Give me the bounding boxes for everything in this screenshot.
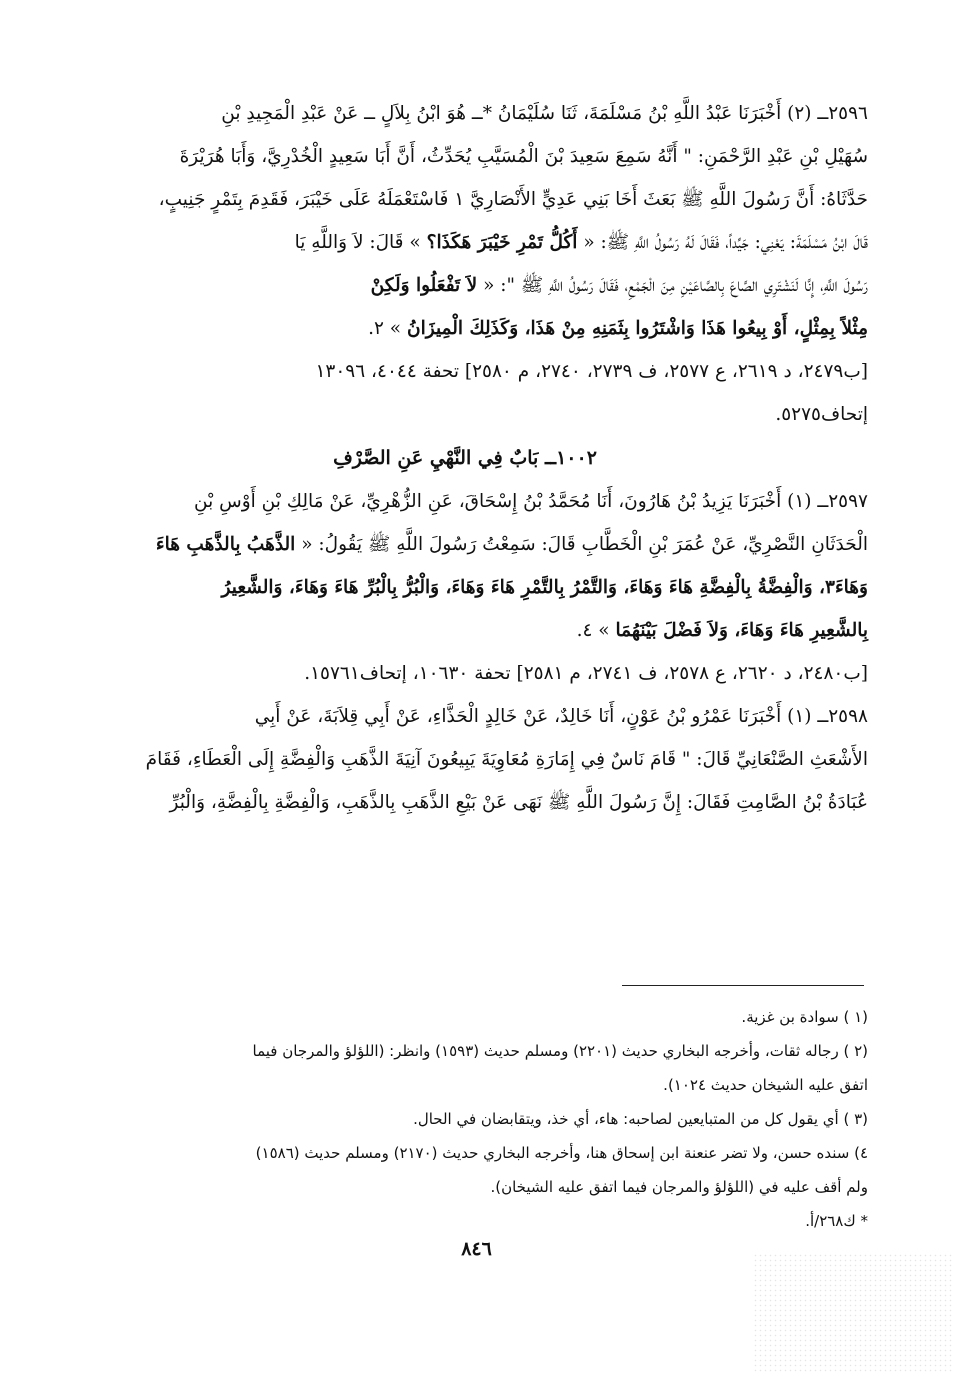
hadith-2596-line-5 <box>62 264 868 307</box>
hadith-2596-references: [ب٢٤٧٩، د ٢٦١٩، ع ٢٥٧٧، ف ٢٧٣٩، ٢٧٤٠، م ٢٥٨٠] تحفة ٤٠٤٤، ١٣٠٩٦ <box>315 361 868 382</box>
footnote-separator <box>622 985 864 986</box>
main-text <box>62 92 868 824</box>
hadith-2597-line-1: ٢٥٩٧ــ (١) أَخْبَرَنَا يَزِيدُ بْنُ هَارُونَ، أَنَا مُحَمَّدُ بْنُ إِسْحَاقَ، عَنِ الزُّهْرِيِّ، عَنْ مَالِكِ بْنِ أَوْسِ بْنِ <box>194 491 868 512</box>
footnote-2-cont: اتفق عليه الشيخان حديث ١٠٢٤). <box>663 1076 868 1094</box>
manuscript-note: * ك٢٦٨/أ. <box>805 1212 868 1230</box>
prophetic-speech: الذَّهَبُ بِالذَّهَبِ هَاءَ <box>155 534 296 555</box>
footnote-1: (١ ) سوادة بن غزية. <box>741 1008 868 1026</box>
hadith-2597-line-4 <box>62 609 868 652</box>
prophetic-speech: لاَ تَفْعَلُوا وَلَكِنْ <box>370 275 478 296</box>
footnote-4-cont: ولم أقف عليه في (اللؤلؤ والمرجان فيما اتفق عليه الشيخان). <box>490 1178 868 1196</box>
footnote-2: (٢ ) رجاله ثقات، وأخرجه البخاري حديث (٢٢٠١) ومسلم حديث (١٥٩٣) وانظر: (اللؤلؤ والمرجان فيما <box>252 1042 868 1060</box>
narration-text: قَالَ ابْنُ مَسْلَمَةَ: يَعْنِي: جَيِّداً، فَقَالَ لَهُ رَسُولُ اللَّهِ ﷺ: « <box>583 232 868 253</box>
narration-text: » ٤. <box>576 620 610 641</box>
page-number: ٨٤٦ <box>461 1238 492 1260</box>
hadith-2596-line-2: سُهَيْلِ بْنِ عَبْدِ الرَّحْمَنِ: " أَنَّهُ سَمِعَ سَعِيدَ بْنَ الْمُسَيَّبِ يُحَدِّثُ، أَنَّ أَبَا سَعِيدٍ الْخُدْرِيَّ، وَأَبَا هُرَيْرَةَ <box>179 146 868 167</box>
narration-text: » ٢. <box>368 318 402 339</box>
narration-text: رَسُولَ اللَّهِ، إِنَّا لَنَشْتَرِي الصَّاعَ بِالصَّاعَيْنِ مِنَ الْجَمْعِ، فَقَالَ رَسُولُ اللَّهِ ﷺ ": « <box>483 275 868 296</box>
prophetic-speech: مِثْلاً بِمِثْلٍ، أَوْ بِيعُوا هَذَا وَاشْتَرُوا بِثَمَنِهِ مِنْ هَذَا، وَكَذَلِكَ الْمِيزَانُ <box>407 318 868 339</box>
scan-noise <box>753 1253 953 1373</box>
chapter-heading: ١٠٠٢ــ بَابٌ فِي النَّهْيِ عَنِ الصَّرْفِ <box>333 447 597 469</box>
hadith-2596-line-1: ٢٥٩٦ــ (٢) أَخْبَرَنَا عَبْدُ اللَّهِ بْنُ مَسْلَمَةَ، ثَنَا سُلَيْمَانُ *ــ هُوَ ابْنُ بِلاَلٍ ــ عَنْ عَبْدِ الْمَجِيدِ بْنِ <box>221 103 868 124</box>
hadith-2597-line-3: وَهَاءَ٣، وَالْفِضَّةُ بِالْفِضَّةِ هَاءَ وَهَاءَ، وَالتَّمْرُ بِالتَّمْرِ هَاءَ وَهَاءَ، وَالْبُرُّ بِالْبُرِّ هَاءَ وَهَاءَ، وَالشَّعِيرُ <box>221 577 868 598</box>
narration-text: الْحَدَثَانِ النَّصْرِيِّ، عَنْ عُمَرَ بْنِ الْخَطَّابِ قَالَ: سَمِعْتُ رَسُولَ اللَّهِ ﷺ يَقُولُ: « <box>301 534 868 555</box>
hadith-2596-line-4 <box>62 221 868 264</box>
footnote-4: ٤) سنده حسن، ولا تضر عنعنة ابن إسحاق هنا، وأخرجه البخاري حديث (٢١٧٠) ومسلم حديث (١٥٨٦) <box>255 1144 868 1162</box>
hadith-2598-line-1: ٢٥٩٨ــ (١) أَخْبَرَنَا عَمْرُو بْنُ عَوْنٍ، أَنَا خَالِدٌ، عَنْ خَالِدٍ الْحَذَّاءِ، عَنْ أَبِي قِلاَبَةَ، عَنْ أَبِي <box>254 706 868 727</box>
footnotes <box>62 1000 868 1238</box>
hadith-2597-references: [ب٢٤٨٠، د ٢٦٢٠، ع ٢٥٧٨، ف ٢٧٤١، م ٢٥٨١] تحفة ١٠٦٣٠، إتحاف١٥٧٦١. <box>304 663 868 684</box>
hadith-2598-line-3: عُبَادَةُ بْنُ الصَّامِتِ فَقَالَ: إِنَّ رَسُولَ اللَّهِ ﷺ نَهَى عَنْ بَيْعِ الذَّهَبِ بِالذَّهَبِ، وَالْفِضَّةِ بِالْفِضَّةِ، وَالْبُرِّ <box>169 792 868 813</box>
narration-text: » قَالَ: لاَ وَاللَّهِ يَا <box>294 232 421 253</box>
hadith-2596-line-6 <box>62 307 868 350</box>
hadith-2598-line-2: الأَشْعَثِ الصَّنْعَانِيِّ قَالَ: " قَامَ نَاسٌ فِي إِمَارَةِ مُعَاوِيَةَ يَبِيعُونَ آنِيَةَ الذَّهَبِ وَالْفِضَّةِ إِلَى الْعَطَاءِ، فَقَامَ <box>145 749 868 770</box>
footnote-3: (٣ ) أي يقول كل من المتبايعين لصاحبه: هاء، أي خذ، ويتقابضان في الحال. <box>413 1110 868 1128</box>
hadith-2596-references-cont: إتحاف٥٢٧٥. <box>775 404 868 425</box>
prophetic-speech: أَكُلُّ تَمْرِ خَيْبَرَ هَكَذَا؟ <box>426 232 578 253</box>
hadith-2597-line-2 <box>62 523 868 566</box>
prophetic-speech: بِالشَّعِيرِ هَاءَ وَهَاءَ، وَلاَ فَضْلَ بَيْنَهُمَا <box>615 620 868 641</box>
hadith-2596-line-3: حَدَّثَاهُ: أَنَّ رَسُولَ اللَّهِ ﷺ بَعَثَ أَخَا بَنِي عَدِيٍّ الأَنْصَارِيَّ ١ فَاسْتَعْمَلَهُ عَلَى خَيْبَرَ، فَقَدِمَ بِتَمْرٍ جَنِيبٍ، <box>158 189 868 210</box>
